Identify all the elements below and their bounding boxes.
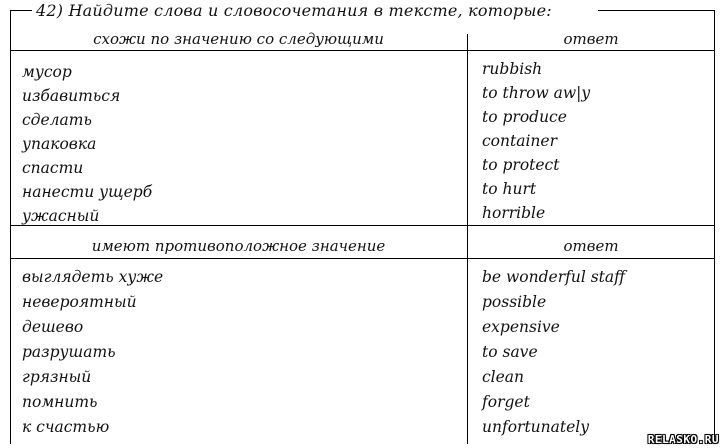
- list-item: дешево: [22, 318, 84, 336]
- list-item: to produce: [482, 108, 567, 126]
- section1-left-header: схожи по значению со следующими: [93, 30, 384, 48]
- list-item: разрушать: [22, 343, 116, 361]
- title-rule-left: [10, 10, 32, 11]
- list-item: to hurt: [482, 180, 537, 198]
- section1-right-list: [482, 57, 590, 225]
- table-right-border: [714, 10, 715, 444]
- list-item: container: [482, 132, 557, 150]
- section1-left-list: [22, 60, 152, 228]
- list-item: выглядеть хуже: [22, 268, 164, 286]
- list-item: clean: [482, 368, 525, 386]
- list-item: unfortunately: [482, 418, 589, 436]
- section2-right-list: [482, 265, 625, 440]
- list-item: possible: [482, 293, 547, 311]
- section2-right-header: ответ: [563, 237, 619, 255]
- table-left-border: [10, 10, 11, 444]
- list-item: to save: [482, 343, 538, 361]
- list-item: спасти: [22, 159, 84, 177]
- section2-left-list: [22, 265, 163, 440]
- list-item: rubbish: [482, 60, 543, 78]
- list-item: к счастью: [22, 418, 110, 436]
- watermark: RELASKO.RU: [647, 433, 719, 446]
- list-item: expensive: [482, 318, 560, 336]
- list-item: мусор: [22, 63, 72, 81]
- list-item: forget: [482, 393, 530, 411]
- list-item: to protect: [482, 156, 560, 174]
- task-title: 42) Найдите слова и словосочетания в тексте, которые:: [36, 1, 552, 20]
- section2-header-rule: [10, 258, 715, 259]
- list-item: ужасный: [22, 207, 100, 225]
- list-item: помнить: [22, 393, 98, 411]
- section2-left-header: имеют противоположное значение: [91, 237, 386, 255]
- list-item: be wonderful staff: [482, 268, 626, 286]
- list-item: невероятный: [22, 293, 137, 311]
- list-item: to throw aw|y: [482, 84, 591, 102]
- section1-header-rule: [10, 50, 715, 51]
- section1-right-header: ответ: [563, 30, 619, 48]
- title-rule-right: [598, 10, 715, 11]
- list-item: упаковка: [22, 135, 97, 153]
- list-item: нанести ущерб: [22, 183, 153, 201]
- list-item: грязный: [22, 368, 92, 386]
- list-item: сделать: [22, 111, 92, 129]
- list-item: horrible: [482, 204, 546, 222]
- list-item: избавиться: [22, 87, 121, 105]
